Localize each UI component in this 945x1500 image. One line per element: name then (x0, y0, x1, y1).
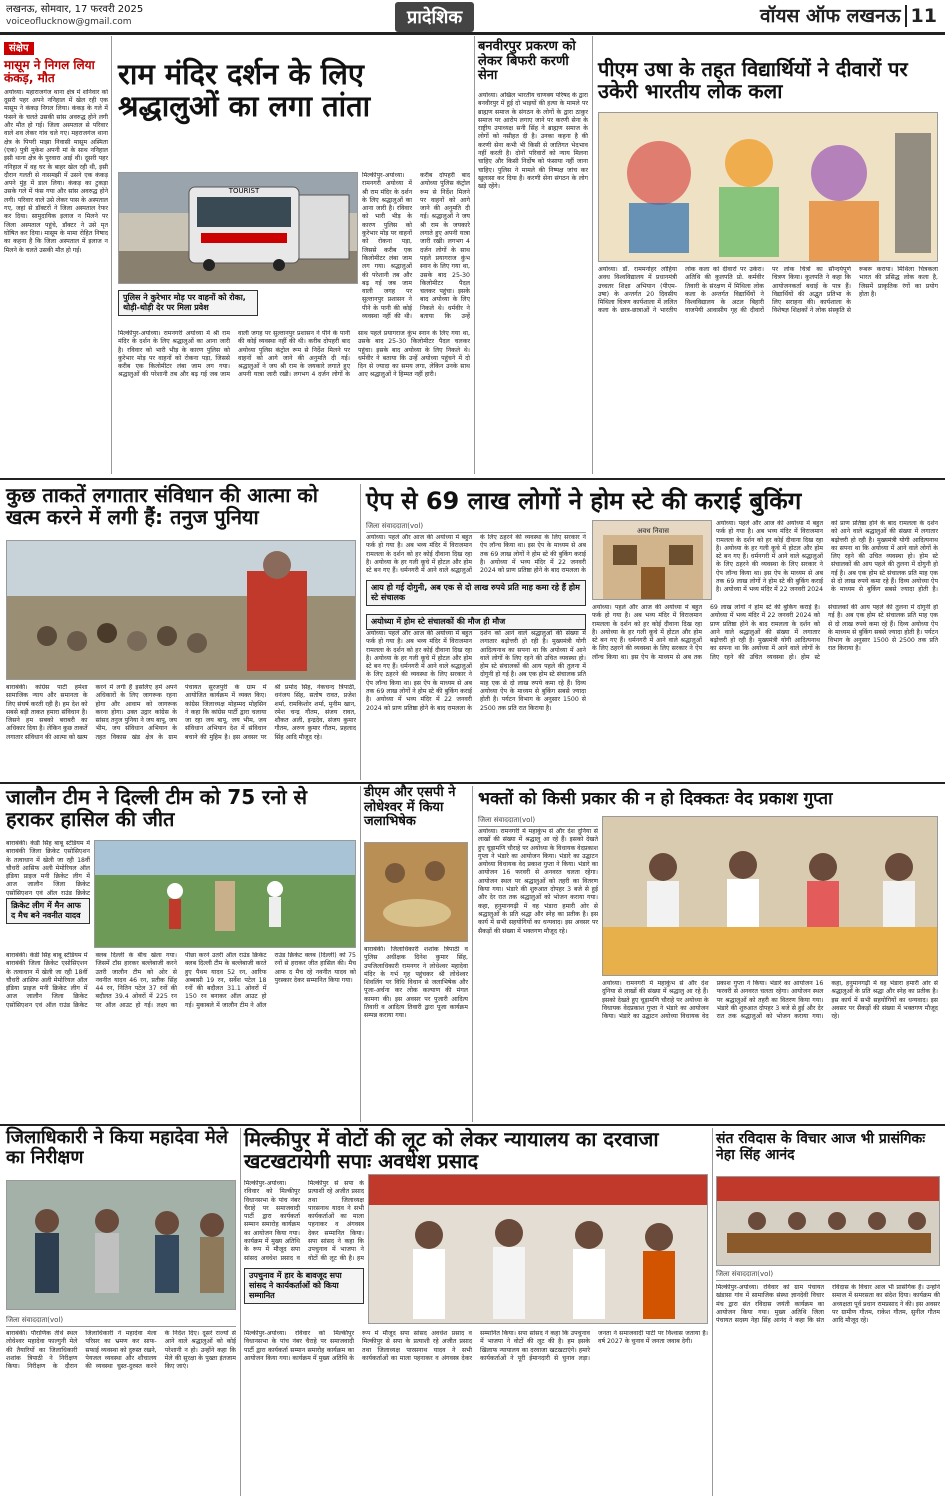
bus-sign: TOURIST (228, 187, 260, 195)
homestay-byline: जिला संवाददाता(vol) (366, 522, 586, 533)
brief-column (4, 36, 108, 476)
ved-byline: जिला संवाददाता(vol) (478, 816, 598, 827)
section-rule (0, 782, 945, 784)
masthead-rule (0, 32, 945, 35)
bhandara-art (603, 817, 938, 976)
homestay-text: अयोध्या। पहले और आज की अयोध्या में बहुत फर्क हो गया है। अब भव्य मंदिर में विराजमान रामलला के दर्शन को हर कोई दीवाना दिख रहा है। अयोध्या के हर गली कूचे में होटल और होम स्टे बन गए हैं। धर्मनगरी में आने वाले श्रद्धालुओं के लिए ठहरने की व्यवस्था के लिए सरकार ने ऐप लॉन्च किया था। इस ऐप के माध्यम से अब तक 69 लाख लोगों ने होम स्टे की बुकिंग कराई है। अयोध्या में भव्य मंदिर में 22 जनवरी 2024 को प्राण प्रतिष्ठा होने के बाद रामलला के दर्शन को आने वाले श्रद्धालुओं की संख्या में लगातार बढ़ोत्तरी हो रही है। मुख्यमंत्री योगी आदित्यनाथ का सपना था कि अयोध्या में आने वाले लोगों के लिए रहने की उचित व्यवस्था हो। होम स्टे संचालकों की आय पहले की तुलना में दोगुनी हो गई है। अब एक होम स्टे संचालक प्रति माह एक से दो लाख रुपये कमा रहे हैं। दिव्य अयोध्या ऐप के माध्यम से बुकिंग सबसे ज्यादा होती है। पर्यटन विभाग के अनुसार 1500 से 2500 तक प्रति रात किराया है। (366, 630, 586, 712)
bus-photo-art (119, 173, 358, 284)
contact-email: voiceoflucknow@gmail.com (6, 17, 132, 27)
neha-headline: संत रविदास के विचार आज भी प्रासंगिकः नेहा सिंह आनंद (716, 1131, 926, 1163)
inspection-art (7, 1181, 236, 1310)
paper-name (760, 2, 937, 28)
brief-label: संक्षेप (4, 42, 34, 55)
homestay-sub1: आय हो गई दोगुनी, अब एक से दो लाख रुपये प्रति माह कमा रहे हैं होम स्टे संचालक (366, 580, 586, 606)
milkipur-subhead: उपचुनाव में हार के बावजूद सपा सांसद ने कार्यकर्ताओं को किया सम्मानित (244, 1268, 364, 1304)
pmusha-text: अयोध्या। डॉ. राममनोहर लोहिया अवध विश्वविद्यालय में प्रधानमंत्री उच्चतर शिक्षा अभियान (पीएम-उषा) के अन्तर्गत 20 दिवसीय मिथिला चित्रण कार्यशाला में ललित कला के छात्र-छात्राओं ने भारतीय लोक कला को दीवारों पर उकेरा। अतिथि की कुलपति प्रो. कर्मवीर तिवारी के संरक्षण में मिथिला लोक कला के अन्तर्गत विद्यार्थियों ने विश्वविद्यालय के अटल बिहारी वाजपेयी आवासीय गृह की दीवारों पर लोक चित्रों का सौन्दर्यपूर्ण चित्रण किया। कुलपति ने कहा कि आयोजनकर्ता बधाई के पात्र हैं। विद्यार्थियों की अद्भुत प्रतिभा के लिए सराहना की। कार्यशाला के विशेषज्ञ शिक्षकों ने लोक संस्कृति से रूबरू कराया। मिथिला चित्रकला भारत की प्रसिद्ध लोक कला है, जिसमें प्राकृतिक रंगों का प्रयोग होता है। (598, 266, 938, 315)
pmusha-headline: पीएम उषा के तहत विद्यार्थियों ने दीवारों पर उकेरी भारतीय लोक कला (598, 57, 908, 104)
divider (472, 786, 473, 1122)
house-art (593, 521, 712, 600)
homestay-text-top: अयोध्या। पहले और आज की अयोध्या में बहुत फर्क हो गया है। अब भव्य मंदिर में विराजमान रामलला के दर्शन को हर कोई दीवाना दिख रहा है। अयोध्या के हर गली कूचे में होटल और होम स्टे बन गए हैं। धर्मनगरी में आने वाले श्रद्धालुओं के लिए ठहरने की व्यवस्था के लिए सरकार ने ऐप लॉन्च किया था। इस ऐप के माध्यम से अब तक 69 लाख लोगों ने होम स्टे की बुकिंग कराई है। अयोध्या में भव्य मंदिर में 22 जनवरी 2024 को प्राण प्रतिष्ठा होने के बाद रामलला के (366, 534, 586, 575)
tanuj-text: बाराबंकी। कांग्रेस पार्टी हमेशा सामाजिक न्याय और समानता के लिए संघर्ष करती रही है। हम देश को सबसे बड़ी ताकत हमारा संविधान है। जिसने हम सबको बराबरी का अधिकार दिया है। लेकिन कुछ ताकतें लगातार संविधान की आत्मा को खत्म करने में लगी हैं इसलिए हमें अपने अधिकारों के लिए जागरूक रहना होगा और आवाम को जागरूक करना होगा। उक्त उद्गार कांग्रेस के सांसद तनुज पुनिया ने जय बापू, जय भीम, जय संविधान अभियान के तहत विकास खंड क्षेत्र के ग्राम पंचायत सुरजपुरी के ग्राम में आयोजित कार्यक्रम में व्यक्त किए। कांग्रेस जिलाध्यक्ष मोहम्मद मोहसिन ने कहा कि कांग्रेस पार्टी द्वारा चलाया जा रहा जय बापू, जय भीम, जय संविधान अभियान देश में संविधान बचाने की मुहिम है। इस अवसर पर श्री प्रमोद सिंह, नेकचन्द त्रिपाठी, धनंजय सिंह, सतोष रावत, प्रजेश शर्मा, रामकिशोर शर्मा, मुनीम खान, रमेश चन्द्र गौतम, संजय रावत, शौकत अली, इन्द्रदेव, संजय कुमार गौतम, अरुण कुमार गौतम, प्रहलाद सिंह आदि मौजूद रहे। (6, 684, 356, 741)
ram-subhead: पुलिस ने कुरेभार मोड़ पर वाहनों को रोका, थोड़ी-थोड़ी देर पर मिला प्रवेश (118, 290, 258, 316)
cricket-photo (94, 840, 356, 948)
seminar-art (717, 1177, 940, 1266)
jalaun-text-lead: बाराबंकी। केडी सिंह बाबू स्टेडियम में बाराबंकी जिला क्रिकेट एसोसिएशन के तत्वाधान में खेली जा रही 18वीं चौधरी आसिफ अली मेमोरियल ऑल इंडिया प्राइज मनी क्रिकेट लीग में आज जालौन जिला क्रिकेट एसोसिएशन एवं ऑल राउंड क्रिकेट (6, 840, 90, 896)
rally-art (7, 541, 356, 680)
mural-photo (598, 112, 938, 262)
ram-headline: राम मंदिर दर्शन के लिए श्रद्धालुओं का लगा तांता (118, 57, 371, 124)
ram-text-top: मिल्कीपुर-अयोध्या। रामनगरी अयोध्या में श्री राम मंदिर के दर्शन के लिए श्रद्धालुओं का आना जारी है। रविवार को भारी भीड़ के कारण पुलिस को कुरेभार मोड़ पर वाहनों को रोकना पड़ा, जिससे करीब एक किलोमीटर लंबा जाम लग गया। श्रद्धालुओं की परेशानी तब और बढ़ गई जब जाम वाली जगह पर सुल्तानपुर प्रशासन ने पीने के पानी की कोई व्यवस्था नहीं की थी। करीब दोपहरी बाद अयोध्या पुलिस कंट्रोल रूम से निर्देश मिलने पर वाहनों को आगे जाने की अनुमति दी गई। श्रद्धालुओं ने जय श्री राम के जयकारे लगाते हुए अपनी यात्रा जारी रखी। लगभग 4 दर्जन लोगों के साथ पहले प्रयागराज कुंभ स्नान के लिए गया था, उसके बाद 25-30 किलोमीटर पैदल चलकर पहुंचा। इसके बाद अयोध्या के लिए निकले थे। धर्मवीर ने बताया कि उन्हें (362, 172, 470, 321)
mahadeva-headline: जिलाधिकारी ने किया महादेवा मेले का निरीक्षण (6, 1127, 228, 1169)
brief-text: अयोध्या। महाराजगंज थाना क्षेत्र में शनिवार को दूसरी पहर अपने ननिहाल में खेल रही एक मासूम ने कंकड़ निगल लिया। कंकड़ के गले में फंसने के चलते उसकी सांस अवरुद्ध होने लगी और मौत हो गई। जिला अस्पताल से परिवार वाले शव लेकर गांव चले गए। महराजगंज थाना क्षेत्र के पिपरी माझा निवासी मासूम अस्मिता (एक) पुत्री मुकेश अपनी मां के साथ ननिहाल इसी थाना क्षेत्र के पुरवारा आई थी। दूसरी पहर ननिहाल में वह घर के बाहर खेल रही थी, इसी दौरान गलती से नासमझी में उसने एक कंकड़ अपने मुंह में डाल लिया। कंकड़ का टुकड़ा उसके गले में फंस गया और सांस अवरुद्ध होने लगी। परिवार वाले उसे लेकर पास के अस्पताल गए, जहां से डॉक्टरों ने जिला अस्पताल रेफर कर दिया। सामुदायिक इलाज न मिलने पर जिला अस्पताल पहुंचे, डॉक्टर ने उसे मृत घोषित कर दिया। मासूम के मामा रोहित निषाद का कहना है कि जिला अस्पताल में इलाज न मिलने के चलते उसकी मौत हो गई। (4, 88, 108, 254)
divider (111, 36, 112, 474)
karni-text: अयोध्या। अखिल भारतीय चाणक्य परिषद के द्वारा बनवीरपुर में हुई दो भाइयों की हत्या के मामले पर ब्राह्मण समाज के संगठन के लोगों के द्वारा ठाकुर समाज पर आरोप लगाए जाने पर करणी सेना के राष्ट्रीय उपाध्यक्ष सनी सिंह ने ब्राह्मण समाज के लोगों को नसीहत दी है। उनका कहना है की करणी सेना कभी भी किसी से जातिगत भेदभाव नहीं करती है। दोनों परिवारों को न्याय मिलना चाहिए और किसी निर्दोष को फंसाया नहीं जाना चाहिए। पुलिस ने मामले की निष्पक्ष जांच कर खुलासा कर दिया है। करणी सेना संगठन के लोग खड़े रहेंगे। (478, 92, 588, 191)
mahadeva-text: बाराबंकी। पौराणिक तीर्थ स्थल लोधेश्वर महादेवा फाल्गुनी मेले की तैयारियों का जिलाधिकारी शशांक त्रिपाठी ने निरीक्षण किया। निरीक्षण के दौरान जिलाधिकारी ने महादेवा मेला परिसर का भ्रमण कर साफ-सफाई व्यवस्था को दुरुस्त रखने, पेयजल व्यवस्था और शौचालय की व्यवस्था चुस्त-दुरुस्त करने के निर्देश दिए। दूसरे राज्यों से आने वाले श्रद्धालुओं को कोई परेशानी न हो। उन्होंने कहा कि मेले की सुरक्षा के पुख्ता इंतजाम किए जाएं। (6, 1330, 236, 1371)
inspection-photo (6, 1180, 236, 1310)
mahadeva-byline: जिला संवाददाता(vol) (6, 1316, 236, 1327)
jalaun-headline: जालौन टीम ने दिल्ली टीम को 75 रनो से हराकर हासिल की जीत (6, 785, 308, 832)
house-label: अवध निवास (637, 527, 669, 535)
ved-text: अयोध्या। रामनगरी में महाकुंभ से और देश दुनिया से लाखों की संख्या में श्रद्धालु आ रहे हैं। इसको देखते हुए चूड़ामणि चौराहे पर अयोध्या के विधायक वेदप्रकाश गुप्ता ने भंडारे का आयोजन किया। भंडारे का उद्घाटन अयोध्या विधायक वेद प्रकाश गुप्ता ने किया। भंडारे का आयोजन 16 फरवरी से अनवरत चलता रहेगा। आयोजन स्थल पर श्रद्धालुओं को तहरी का वितरण किया गया। भंडारे की शुरुआत दोपहर 3 बजे से हुई और देर रात तक श्रद्धालुओं को भोजन कराया गया। कहा, हनुमानगढ़ी में वह भंडारा हमारी ओर से श्रद्धालुओं के प्रति श्रद्धा और स्नेह का प्रतीक है। इस कार्य में सभी सहयोगियों का धन्यवाद। इस अवसर पर सैकड़ों की संख्या में भक्तगण मौजूद रहे। (478, 828, 598, 935)
divider (360, 484, 361, 780)
milkipur-text: मिल्कीपुर-अयोध्या। रविवार को मिल्कीपुर विधानसभा के पांच नंबर चैराहे पर समाजवादी पार्टी द्वारा कार्यकर्ता सम्मान समारोह कार्यक्रम का आयोजन किया गया। कार्यक्रम में मुख्य अतिथि के रूप में मौजूद सपा सांसद अवधेश प्रसाद व मिल्कीपुर से सपा के प्रत्याशी रहे अजीत प्रसाद तथा जिलाध्यक्ष पारसनाथ यादव ने सभी कार्यकर्ताओं का माला पहनाकर व अंगवस्त्र देकर सम्मानित किया। सपा सांसद ने कहा कि उपचुनाव में भाजपा ने वोटों की लूट की है। हम इसके खिलाफ न्यायालय का दरवाजा खटखटाएंगे। हमारे कार्यकर्ताओं ने पूरी ईमानदारी से चुनाव लड़ा। जनता ने समाजवादी पार्टी पर विश्वास जताया है। वर्ष 2027 के चुनाव में जनता जवाब देगी। (244, 1330, 708, 1362)
karni-headline: बनवीरपुर प्रकरण को लेकर बिफरी करणी सेना (478, 39, 576, 84)
divider (240, 1128, 241, 1496)
jalaun-subhead: क्रिकेट लीग में मैन आफ द मैच बने नवनीत यादव (6, 898, 90, 924)
divider (474, 36, 475, 474)
puja-photo (364, 842, 468, 942)
page-number: 11 (905, 5, 937, 27)
puja-art (365, 843, 468, 942)
divider (592, 36, 593, 474)
bus-photo (118, 172, 358, 284)
brief-headline: मासूम ने निगल लिया कंकड़, मौत (4, 58, 95, 86)
divider (712, 1128, 713, 1496)
masthead-left (6, 4, 143, 28)
milkipur-headline: मिल्कीपुर में वोटों की लूट को लेकर न्यायालय का दरवाजा खटखटायेगी सपाः अवधेश प्रसाद (244, 1127, 659, 1174)
homestay-sub2: अयोध्या में होम स्टे संचालकों की मौज ही मौज (366, 614, 586, 630)
mural-art (599, 113, 938, 262)
bhandara-photo (602, 816, 938, 976)
dm-text: बाराबंकी। जिलाधिकारी शशांक त्रिपाठी व पुलिस अधीक्षक दिनेश कुमार सिंह, उपजिलाधिकारी रामनगर ने लोधेश्वर महादेवा मंदिर के गर्भ गृह पहुंचकर श्री लोधेश्वर शिवलिंग पर विधि विधान से जलाभिषेक और पूजा-अर्चना कर लोक कल्याण की मंगल कामना की। इस अवसर पर पुजारी आदित्य तिवारी व आदित्य तिवारी द्वारा पूजा कार्यक्रम सम्पन्न कराया गया। (364, 946, 468, 1020)
section-rule (0, 1124, 945, 1126)
paper-title: वॉयस ऑफ लखनऊ (759, 5, 901, 27)
neha-text: मिल्कीपुर-अयोध्या। रविवार को ग्राम पंचायत खंडासा गांव में सामाजिक संस्था ज्ञानदेवी विचार मंच द्वारा संत रविदास जयंती कार्यक्रम का आयोजन किया गया। मुख्य अतिथि जिला पंचायत सदस्य नेहा सिंह आनंद ने कहा कि संत रविदास के विचार आज भी प्रासंगिक हैं। उन्होंने समाज में समरसता का संदेश दिया। कार्यक्रम की अध्यक्षता पूर्व प्रधान रामप्रसाद ने की। इस अवसर पर ग्रामीण गौतम, राकेश गौतम, सुनील गौतम आदि मौजूद रहे। (716, 1284, 940, 1325)
cricket-art (95, 841, 356, 948)
house-photo (592, 520, 712, 600)
dm-headline: डीएम और एसपी ने लोधेश्वर में किया जलाभिषेक (364, 785, 456, 830)
divider (360, 786, 361, 1122)
section-title: प्रादेशिक (395, 2, 474, 32)
homestay-headline: ऐप से 69 लाख लोगों ने होम स्टे की कराई बुकिंग (366, 487, 802, 515)
felicitation-photo (368, 1174, 708, 1324)
homestay-text-right-top: अयोध्या। पहले और आज की अयोध्या में बहुत फर्क हो गया है। अब भव्य मंदिर में विराजमान रामलला के दर्शन को हर कोई दीवाना दिख रहा है। अयोध्या के हर गली कूचे में होटल और होम स्टे बन गए हैं। धर्मनगरी में आने वाले श्रद्धालुओं के लिए ठहरने की व्यवस्था के लिए सरकार ने ऐप लॉन्च किया था। इस ऐप के माध्यम से अब तक 69 लाख लोगों ने होम स्टे की बुकिंग कराई है। अयोध्या में भव्य मंदिर में 22 जनवरी 2024 को प्राण प्रतिष्ठा होने के बाद रामलला के दर्शन को आने वाले श्रद्धालुओं की संख्या में लगातार बढ़ोत्तरी हो रही है। मुख्यमंत्री योगी आदित्यनाथ का सपना था कि अयोध्या में आने वाले लोगों के लिए रहने की उचित व्यवस्था हो। होम स्टे संचालकों की आय पहले की तुलना में दोगुनी हो गई है। अब एक होम स्टे संचालक प्रति माह एक से दो लाख रुपये कमा रहे हैं। दिव्य अयोध्या ऐप के माध्यम से बुकिंग सबसे ज्यादा होती है। (716, 520, 938, 594)
section-rule (0, 478, 945, 480)
homestay-text-right: अयोध्या। पहले और आज की अयोध्या में बहुत फर्क हो गया है। अब भव्य मंदिर में विराजमान रामलला के दर्शन को हर कोई दीवाना दिख रहा है। अयोध्या के हर गली कूचे में होटल और होम स्टे बन गए हैं। धर्मनगरी में आने वाले श्रद्धालुओं के लिए ठहरने की व्यवस्था के लिए सरकार ने ऐप लॉन्च किया था। इस ऐप के माध्यम से अब तक 69 लाख लोगों ने होम स्टे की बुकिंग कराई है। अयोध्या में भव्य मंदिर में 22 जनवरी 2024 को प्राण प्रतिष्ठा होने के बाद रामलला के दर्शन को आने वाले श्रद्धालुओं की संख्या में लगातार बढ़ोत्तरी हो रही है। मुख्यमंत्री योगी आदित्यनाथ का सपना था कि अयोध्या में आने वाले लोगों के लिए रहने की उचित व्यवस्था हो। होम स्टे संचालकों की आय पहले की तुलना में दोगुनी हो गई है। अब एक होम स्टे संचालक प्रति माह एक से दो लाख रुपये कमा रहे हैं। दिव्य अयोध्या ऐप के माध्यम से बुकिंग सबसे ज्यादा होती है। पर्यटन विभाग के अनुसार 1500 से 2500 तक प्रति रात किराया है। (592, 604, 938, 661)
ram-text: मिल्कीपुर-अयोध्या। रामनगरी अयोध्या में श्री राम मंदिर के दर्शन के लिए श्रद्धालुओं का आना जारी है। रविवार को भारी भीड़ के कारण पुलिस को कुरेभार मोड़ पर वाहनों को रोकना पड़ा, जिससे करीब एक किलोमीटर लंबा जाम लग गया। श्रद्धालुओं की परेशानी तब और बढ़ गई जब जाम वाली जगह पर सुल्तानपुर प्रशासन ने पीने के पानी की कोई व्यवस्था नहीं की थी। करीब दोपहरी बाद अयोध्या पुलिस कंट्रोल रूम से निर्देश मिलने पर वाहनों को आगे जाने की अनुमति दी गई। श्रद्धालुओं ने जय श्री राम के जयकारे लगाते हुए अपनी यात्रा जारी रखी। लगभग 4 दर्जन लोगों के साथ पहले प्रयागराज कुंभ स्नान के लिए गया था, उसके बाद 25-30 किलोमीटर पैदल चलकर पहुंचा। इसके बाद अयोध्या के लिए निकले थे। धर्मवीर ने बताया कि उन्हें अयोध्या पहुंचने में दो दिन से ज्यादा का समय लगा, लेकिन उनके साथ आए श्रद्धालुओं ने हिम्मत नहीं हारी। (118, 330, 470, 379)
neha-byline: जिला संवाददाता(vol) (716, 1270, 940, 1281)
tanuj-headline: कुछ ताकतें लगातार संविधान की आत्मा को खत्म करने में लगी हैं: तनुज पुनिया (6, 483, 318, 530)
ved-headline: भक्तों को किसी प्रकार की न हो दिक्कतः वेद प्रकाश गुप्ता (478, 789, 833, 809)
ved-text-right: अयोध्या। रामनगरी में महाकुंभ से और देश दुनिया से लाखों की संख्या में श्रद्धालु आ रहे हैं। इसको देखते हुए चूड़ामणि चौराहे पर अयोध्या के विधायक वेदप्रकाश गुप्ता ने भंडारे का आयोजन किया। भंडारे का उद्घाटन अयोध्या विधायक वेद प्रकाश गुप्ता ने किया। भंडारे का आयोजन 16 फरवरी से अनवरत चलता रहेगा। आयोजन स्थल पर श्रद्धालुओं को तहरी का वितरण किया गया। भंडारे की शुरुआत दोपहर 3 बजे से हुई और देर रात तक श्रद्धालुओं को भोजन कराया गया। कहा, हनुमानगढ़ी में वह भंडारा हमारी ओर से श्रद्धालुओं के प्रति श्रद्धा और स्नेह का प्रतीक है। इस कार्य में सभी सहयोगियों का धन्यवाद। इस अवसर पर सैकड़ों की संख्या में भक्तगण मौजूद रहे। (602, 980, 938, 1021)
rally-photo (6, 540, 356, 680)
ram-text-side (262, 290, 358, 328)
issue-date: लखनऊ, सोमवार, 17 फरवरी 2025 (6, 4, 144, 15)
jalaun-text: बाराबंकी। केडी सिंह बाबू स्टेडियम में बाराबंकी जिला क्रिकेट एसोसिएशन के तत्वाधान में खेली जा रही 18वीं चौधरी आसिफ अली मेमोरियल ऑल इंडिया प्राइज मनी क्रिकेट लीग में आज जालौन जिला क्रिकेट एसोसिएशन एवं ऑल राउंड क्रिकेट क्लब दिल्ली के बीच खेला गया। जिसमें टॉस हारकर बल्लेबाजी करने उतरी जालौन टीम को ओर से नवनीत यादव 46 रन, प्रतीक सिंह 44 रन, नितिन पटेल 37 रनों की बदौलत 39.4 ओवरों में 225 रन पर ऑल आउट हो गई। लक्ष्य का पीछा करने उतरी ऑल राउंड क्रिकेट क्लब दिल्ली टीम के बल्लेबाजी करते हुए पैथम यादव 52 रन, आरिफ अब्बासी 19 रन, सर्वेश पटेल 18 रनों की बदौलत 31.1 ओवरों में 150 रन बनाकर ऑल आउट हो गई। मुकाबले में जालौन टीम ने ऑल राउंड क्रिकेट क्लब (दिल्ली) को 75 रनों से हराकर जीत हासिल की। मैच आफ द मैच रहे नवनीत यादव को पुरस्कार देकर सम्मानित किया गया। (6, 952, 356, 1009)
milkipur-lead: मिल्कीपुर-अयोध्या। रविवार को मिल्कीपुर विधानसभा के पांच नंबर चैराहे पर समाजवादी पार्टी द्वारा कार्यकर्ता सम्मान समारोह कार्यक्रम का आयोजन किया गया। कार्यक्रम में मुख्य अतिथि के रूप में मौजूद सपा सांसद अवधेश प्रसाद व मिल्कीपुर से सपा के प्रत्याशी रहे अजीत प्रसाद तथा जिलाध्यक्ष पारसनाथ यादव ने सभी कार्यकर्ताओं का माला पहनाकर व अंगवस्त्र देकर सम्मानित किया। सपा सांसद ने कहा कि उपचुनाव में भाजपा ने वोटों की लूट की है। हम (244, 1180, 364, 1262)
felicitation-art (369, 1175, 708, 1324)
seminar-photo (716, 1176, 940, 1266)
